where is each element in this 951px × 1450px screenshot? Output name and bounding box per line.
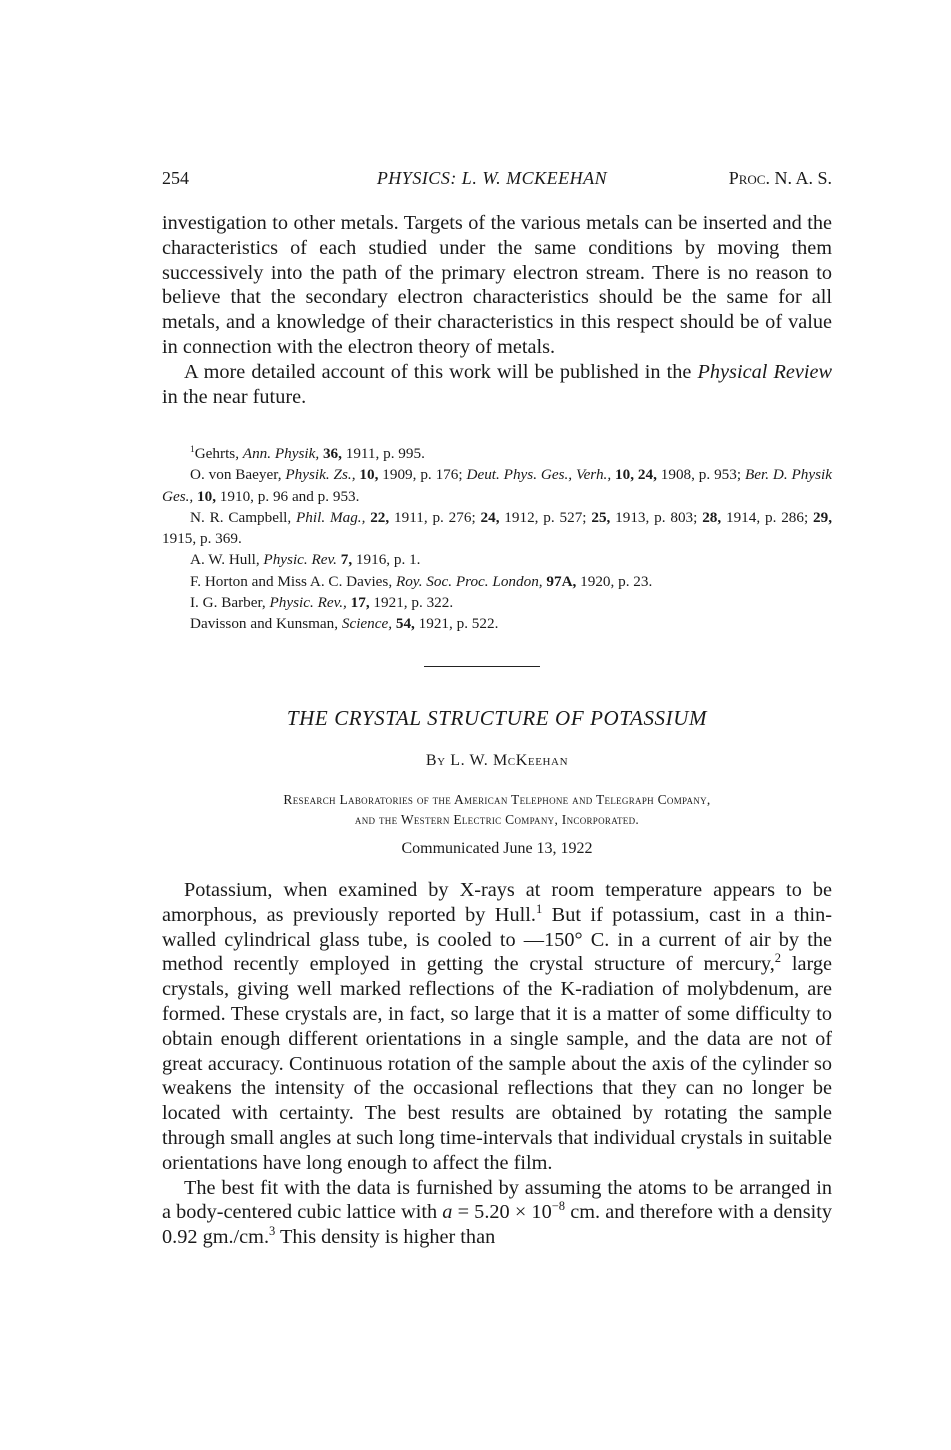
affiliation-line: and the Western Electric Company, Incorporated.	[354, 812, 640, 827]
footnote-gehrts: $^1$Gehrts, Ann. Physik, 36, 1911, p. 995.	[190, 444, 425, 462]
footnote-ref: 1	[535, 902, 543, 917]
continued-text	[162, 211, 832, 409]
section-divider	[424, 666, 540, 667]
footnote-hull: A. W. Hull, Physic. Rev. 7, 1916, p. 1.	[190, 551, 421, 569]
footnote-barber: I. G. Barber, Physic. Rev., 17, 1921, p. 322.	[190, 594, 454, 612]
communicated-date: Communicated June 13, 1922	[401, 840, 593, 857]
journal-name: Physical Review	[697, 360, 832, 383]
lattice-constant-symbol: a	[442, 1201, 453, 1224]
footnotes	[162, 443, 832, 635]
journal-abbrev: Proc. N. A. S.	[728, 168, 832, 188]
footnote-campbell: N. R. Campbell, Phil. Mag., 22, 1911, p. 276; 24, 1912, p. 527; 25, 1913, p. 803; 28, 1914, p. 286; 29, 1915, p. 369.	[162, 508, 833, 548]
continued-paragraph: investigation to other metals. Targets of the various metals can be inserted and the characteristics of each studied under the same conditions by moving them successively into the path of the primary electron stream. There is no reason to believe that the secondary electron characteristics should be the same for all metals, and a knowledge of their characteristics in this respect should be of value in connection with the electron theory of metals.	[162, 212, 832, 358]
footnote-baeyer: O. von Baeyer, Physik. Zs., 10, 1909, p. 176; Deut. Phys. Ges., Verh., 10, 24, 1908, p. 953; Ber. D. Physik Ges., 10, 1910, p. 96 and p. 953.	[162, 466, 833, 505]
page-header	[162, 168, 832, 194]
author-byline: By L. W. McKeehan	[425, 752, 569, 769]
footnote-horton: F. Horton and Miss A. C. Davies, Roy. Soc. Proc. London, 97A, 1920, p. 23.	[190, 572, 653, 590]
affiliation-line: Research Laboratories of the American Telephone and Telegraph Company,	[283, 792, 711, 807]
article-title: THE CRYSTAL STRUCTURE OF POTASSIUM	[286, 706, 708, 730]
running-title: PHYSICS: L. W. MCKEEHAN	[376, 168, 608, 188]
article-body	[162, 878, 832, 1250]
body-paragraph: The best fit with the data is furnished by assuming the atoms to be arranged in a body-centered cubic lattice with $a = 5.20 \times 10^{-8}$ cm. and therefore with a density 0.92 gm./cm.$^3$ This density is higher than	[162, 1176, 832, 1249]
body-paragraph: Potassium, when examined by X-rays at room temperature appears to be amorphous, as previously reported by Hull.$^1$ But if potassium, cast in a thin-walled cylindrical glass tube, is cooled to —150° C. in a current of air by the method recently employed in getting the crystal structure of mercury,$^2$ large crystals, giving well marked reflections of the K-radiation of molybdenum, are formed. These crystals are, in fact, so large that it is a matter of some difficulty to obtain enough different orientations in a single sample, and the data are not of great accuracy. Continuous rotation of the sample about the axis of the cylinder so weakens the intensity of the occasional reflections that they can no longer be located with certainty. The best results are obtained by rotating the sample through small angles at such long time-intervals that individual crystals in suitable orientations have long enough to affect the film.	[162, 879, 832, 1174]
footnote-ref: 2	[774, 951, 782, 966]
footnote-ref: 3	[269, 1224, 276, 1239]
detailed-account-paragraph: A more detailed account of this work will be published in the Physical Review in the near future.	[162, 360, 832, 408]
footnote-davisson: Davisson and Kunsman, Science, 54, 1921, p. 522.	[190, 615, 499, 633]
page-number: 254	[162, 168, 189, 188]
author-affiliation	[162, 790, 832, 830]
